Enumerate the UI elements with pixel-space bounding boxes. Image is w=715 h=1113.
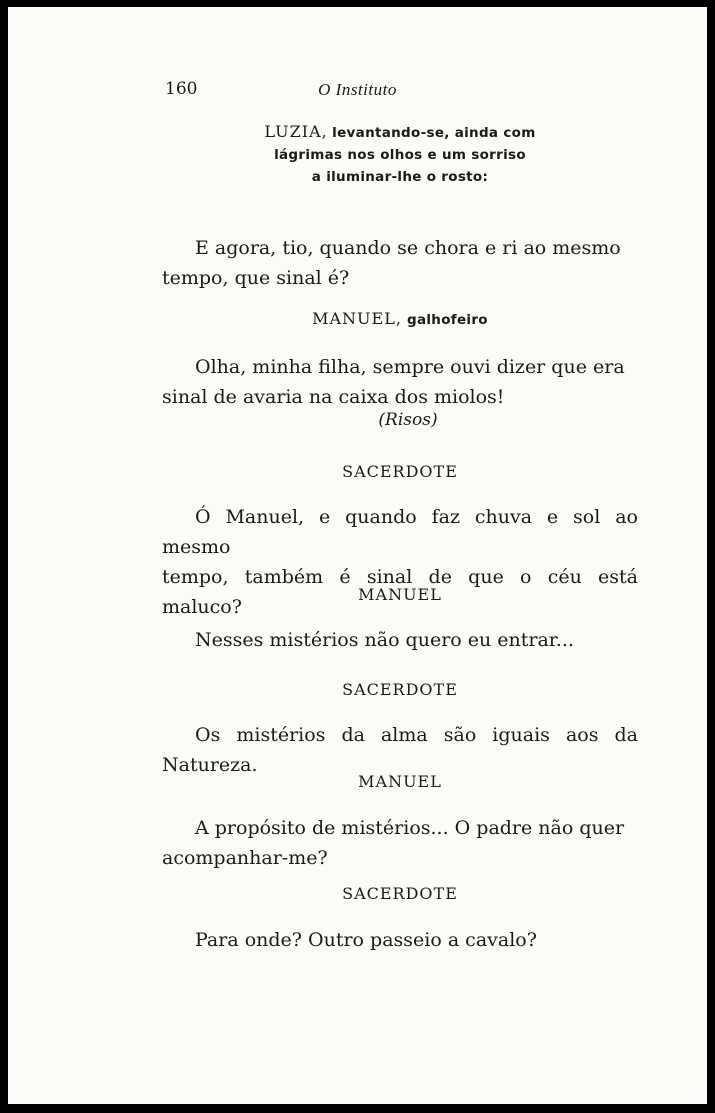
paragraph-4-line-1: Nesses mistérios não quero eu entrar... [195,629,574,651]
page-number: 160 [165,79,198,99]
speaker-sacerdote-2: SACERDOTE [342,680,458,699]
risos-text: (Risos) [378,410,438,430]
direction-line-3: a iluminar-lhe o rosto: [311,169,489,185]
paragraph-2-line-2: sinal de avaria na caixa dos miolos! [162,386,505,408]
speaker-luzia: LUZIA, [264,122,328,141]
paragraph-4 [162,625,638,655]
paragraph-1 [162,233,638,293]
paragraph-6-line-2: acompanhar-me? [162,847,328,869]
paragraph-3 [162,502,638,622]
paragraph-3-line-2: tempo, também é sinal de que o céu está maluco? [162,566,638,618]
speaker-direction: galhofeiro [407,312,488,328]
paragraph-6 [162,813,638,873]
running-title: O Instituto [318,80,397,99]
speaker-sacerdote-1: SACERDOTE [342,462,458,481]
paragraph-2 [162,352,638,412]
paragraph-5 [162,720,638,780]
speaker-manuel-2: MANUEL [358,772,442,791]
speaker-name: MANUEL, [312,309,402,328]
book-page [8,7,707,1104]
paragraph-2-line-1: Olha, minha filha, sempre ouvi dizer que era [195,356,625,378]
stage-direction-luzia [162,121,638,188]
paragraph-1-line-1: E agora, tio, quando se chora e ri ao mesmo [195,237,621,259]
paragraph-1-line-2: tempo, que sinal é? [162,267,350,289]
paragraph-7 [162,925,638,955]
speaker-manuel-galhofeiro [162,309,638,328]
paragraph-3-line-1: Ó Manuel, e quando faz chuva e sol ao mesmo [162,506,638,558]
direction-line-2: lágrimas nos olhos e um sorriso [274,147,526,163]
direction-line-1: levantando-se, ainda com [332,125,536,141]
paragraph-7-line-1: Para onde? Outro passeio a cavalo? [195,929,537,951]
paragraph-6-line-1: A propósito de mistérios... O padre não quer [195,817,625,839]
speaker-sacerdote-3: SACERDOTE [342,884,458,903]
stage-risos [308,410,508,430]
speaker-manuel-1: MANUEL [358,585,442,604]
paragraph-5-line-1: Os mistérios da alma são iguais aos da Natureza. [162,724,638,776]
